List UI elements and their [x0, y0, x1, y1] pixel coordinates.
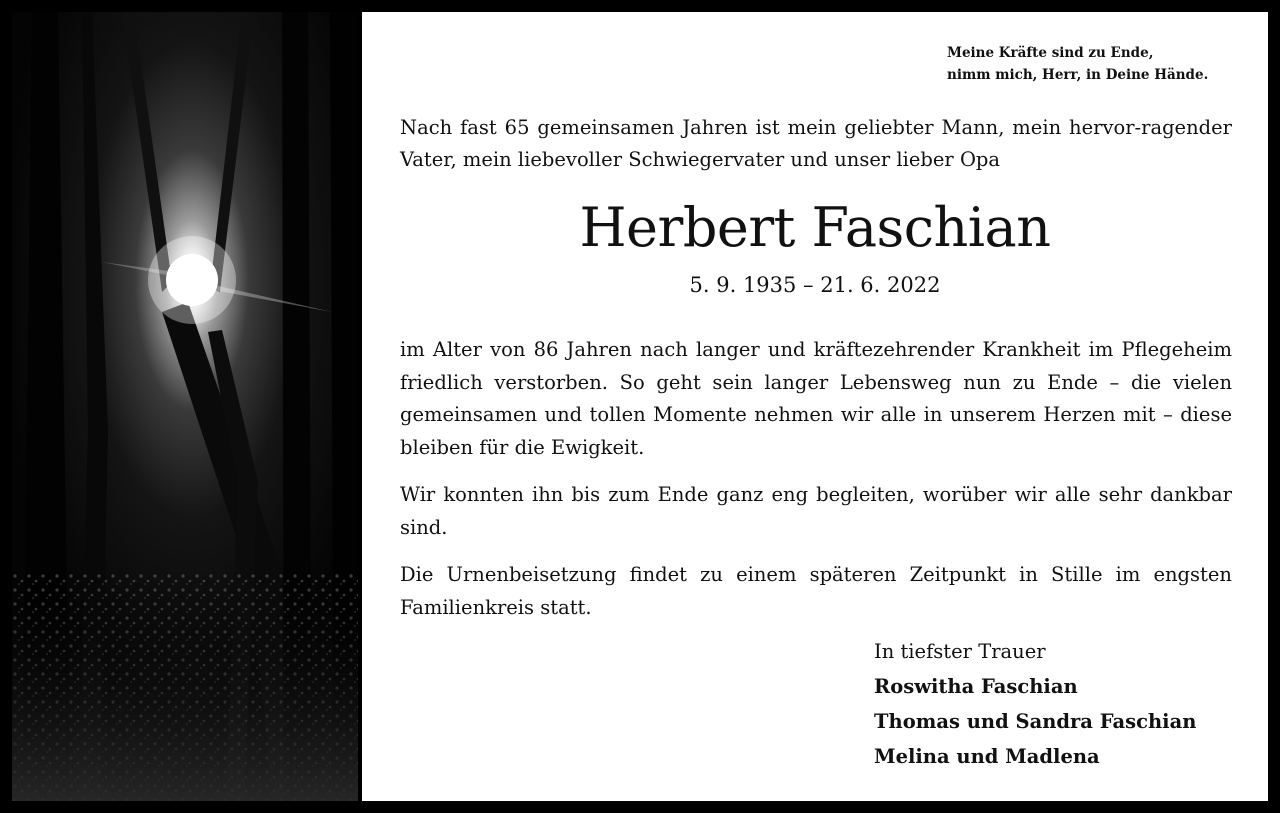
obituary-body — [400, 334, 1232, 639]
mourners-signature — [874, 634, 1196, 774]
body-paragraph: Wir konnten ihn bis zum Ende ganz eng begleiten, worüber wir alle sehr dankbar sind. — [400, 483, 1232, 539]
forest-sunlight-image — [12, 12, 358, 801]
mourner-name: Thomas und Sandra Faschian — [874, 710, 1197, 733]
deceased-name: Herbert Faschian — [579, 196, 1051, 259]
mourner-name: Melina und Madlena — [874, 745, 1100, 768]
mourner-name: Roswitha Faschian — [874, 675, 1078, 698]
motto-line: Meine Kräfte sind zu Ende, — [947, 45, 1154, 61]
body-paragraph: im Alter von 86 Jahren nach langer und kräftezehrender Krankheit im Pflegeheim friedlich verstorben. So geht sein langer Lebensweg nun zu Ende – die vielen gemeinsamen und tollen Momente nehmen wir alle in unserem Herzen mit – diese bleiben für die Ewigkeit. — [400, 338, 1232, 459]
motto-verse — [947, 42, 1208, 86]
body-paragraph: Die Urnenbeisetzung findet zu einem späteren Zeitpunkt in Stille im engsten Familienkreis statt. — [400, 563, 1232, 619]
forest-sunlight-photo — [12, 12, 358, 801]
mourning-phrase: In tiefster Trauer — [874, 640, 1046, 663]
life-dates: 5. 9. 1935 – 21. 6. 2022 — [689, 273, 941, 297]
motto-line: nimm mich, Herr, in Deine Hände. — [947, 67, 1209, 83]
intro-text: Nach fast 65 gemeinsamen Jahren ist mein geliebter Mann, mein hervor-ragender Vater, mein liebevoller Schwiegervater und unser lieber Opa — [400, 116, 1232, 171]
text-panel — [362, 12, 1268, 801]
